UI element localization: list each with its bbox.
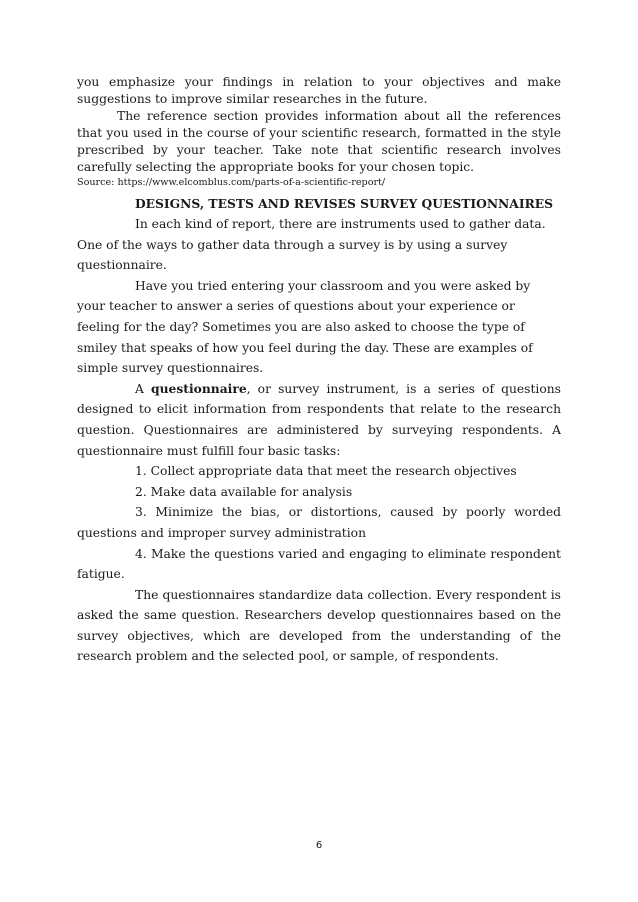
task-item-2: 2. Make data available for analysis	[135, 484, 353, 499]
section-paragraph-3	[77, 379, 561, 461]
section-heading: DESIGNS, TESTS AND REVISES SURVEY QUESTIONNAIRES	[135, 196, 554, 211]
paragraph-3-lead: A	[135, 381, 151, 396]
intro-paragraph-2: The reference section provides information about all the references that you used in the course of your scientific research, formatted in the style prescribed by your teacher. Take note that scientific research involves carefully selecting the appropriate books for your chosen topic.	[77, 109, 561, 174]
paragraph-3-rest: , or survey instrument, is a series of questions designed to elicit information from respondents that relate to the research question. Questionnaires are administered by surveying respondents. A questionnaire must fulfill four basic tasks:	[77, 381, 561, 458]
intro-paragraph-1: you emphasize your findings in relation to your objectives and make suggestions to improve similar researches in the future.	[77, 75, 561, 106]
task-item-1: 1. Collect appropriate data that meet the research objectives	[135, 464, 517, 479]
document-page	[77, 74, 561, 667]
section-paragraph-4: The questionnaires standardize data collection. Every respondent is asked the same question. Researchers develop questionnaires based on the survey objectives, which are developed from the understanding of the research problem and the selected pool, or sample, of respondents.	[77, 587, 561, 664]
section-paragraph-1: In each kind of report, there are instruments used to gather data. One of the ways to gather data through a survey is by using a survey questionnaire.	[77, 217, 546, 273]
questionnaire-term: questionnaire	[151, 380, 247, 396]
task-item-3: 3. Minimize the bias, or distortions, caused by poorly worded questions and improper survey administration	[77, 505, 561, 540]
page-number: 6	[315, 840, 323, 851]
source-citation: Source: https://www.elcomblus.com/parts-of-a-scientific-report/	[77, 177, 386, 188]
task-item-4: 4. Make the questions varied and engaging to eliminate respondent fatigue.	[77, 546, 561, 582]
section-paragraph-2: Have you tried entering your classroom and you were asked by your teacher to answer a series of questions about your experience or feeling for the day? Sometimes you are also asked to choose the type of smiley that speaks of how you feel during the day. These are examples of simple survey questionnaires.	[77, 278, 533, 376]
